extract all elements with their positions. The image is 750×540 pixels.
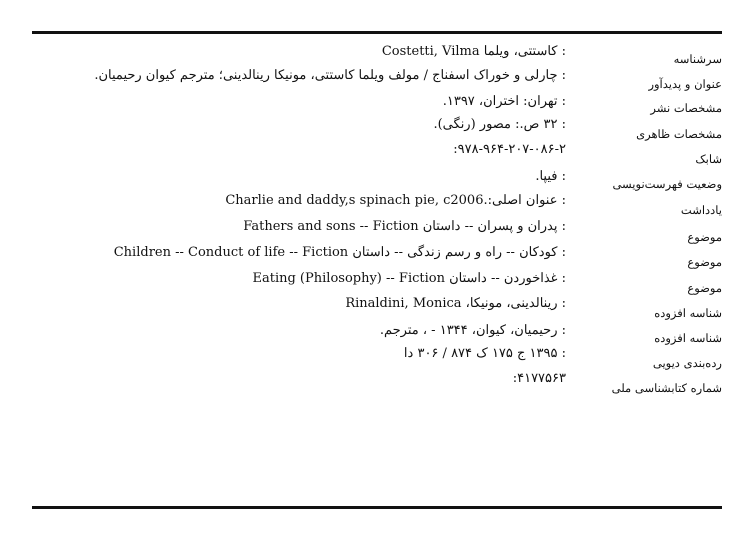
field-value-publication: : تهران: اختران، ۱۳۹۷. bbox=[442, 94, 566, 109]
field-label-subject-2: موضوع bbox=[687, 255, 722, 269]
field-label-title: عنوان و پدیدآور bbox=[648, 77, 722, 91]
field-label-note: یادداشت bbox=[680, 203, 722, 217]
field-value-dewey-classification: : ۱۳۹۵ ج ۱۷۵ ک ۸۷۴ / ۳۰۶ دا bbox=[403, 346, 566, 361]
field-value-added-entry-1: : رینالدینی، مونیکا، Rinaldini, Monica bbox=[345, 296, 566, 311]
field-label-subject-3: موضوع bbox=[687, 281, 722, 295]
field-label-national-bibliography-number: شماره کتابشناسی ملی bbox=[611, 381, 722, 395]
field-value-cataloging-status: : فیپا. bbox=[535, 169, 566, 184]
field-label-dewey-classification: رده‌بندی دیویی bbox=[652, 356, 722, 370]
field-value-subject-3: : غذاخوردن -- داستان Eating (Philosophy) -- Fiction bbox=[252, 271, 566, 286]
bottom-rule bbox=[32, 506, 722, 509]
field-value-note: : عنوان اصلی:.Charlie and daddy,s spinach pie, c2006 bbox=[225, 193, 566, 208]
field-label-cataloging-status: وضعیت فهرست‌نویسی bbox=[612, 177, 722, 191]
field-value-national-bibliography-number: ۴۱۷۷۵۶۳: bbox=[512, 371, 566, 386]
field-value-added-entry-2: : رحیمیان، کیوان، ۱۳۴۴ - ، مترجم. bbox=[379, 323, 566, 338]
field-label-subject-1: موضوع bbox=[687, 230, 722, 244]
field-value-title: : چارلی و خوراک اسفناج / مولف ویلما کاستتی، مونیکا رینالدینی؛ مترجم کیوان رحیمیان. bbox=[94, 68, 566, 83]
field-value-subject-2: : کودکان -- راه و رسم زندگی -- داستان Children -- Conduct of life -- Fiction bbox=[113, 245, 566, 260]
field-value-subject-1: : پدران و پسران -- داستان Fathers and sons -- Fiction bbox=[243, 219, 566, 234]
field-label-publication: مشخصات نشر bbox=[650, 101, 722, 115]
field-label-isbn: شابک bbox=[695, 152, 722, 166]
field-label-added-entry-1: شناسه افزوده bbox=[654, 306, 722, 320]
field-value-author: : کاستتی، ویلما Costetti, Vilma bbox=[381, 44, 566, 59]
field-label-author: سرشناسه bbox=[673, 52, 722, 66]
field-label-physical-description: مشخصات ظاهری bbox=[636, 127, 722, 141]
field-label-added-entry-2: شناسه افزوده bbox=[654, 331, 722, 345]
field-value-isbn: ۹۷۸-۹۶۴-۲۰۷-۰۸۶-۲: bbox=[453, 142, 566, 157]
field-value-physical-description: : ۳۲ ص.: مصور (رنگی). bbox=[433, 117, 566, 132]
